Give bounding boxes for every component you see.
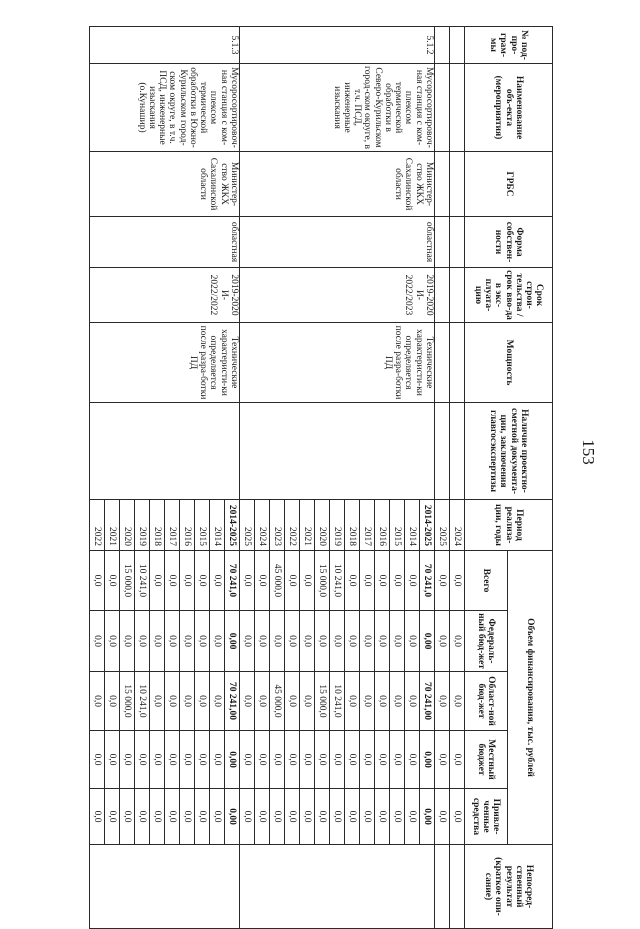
federal-cell: 0,0	[150, 611, 165, 672]
federal-cell: 0,0	[435, 611, 450, 672]
extra-cell: 0,00	[225, 789, 240, 845]
regional-cell: 0,0	[180, 672, 195, 731]
header-ownership: Форма собствен-ности	[465, 217, 553, 268]
regional-cell: 0,0	[405, 672, 420, 731]
extra-cell: 0,0	[330, 789, 345, 845]
extra-cell: 0,0	[390, 789, 405, 845]
federal-cell: 0,0	[300, 611, 315, 672]
local-cell: 0,0	[390, 731, 405, 789]
regional-cell: 0,0	[210, 672, 225, 731]
regional-cell: 0,0	[240, 672, 255, 731]
federal-cell: 0,0	[330, 611, 345, 672]
object-name: Мусоросортировоч-ная станция с ком-плексом термической обработки в Южно-Курильском город-ском округе, в т.ч. ПСД, инженерные изыскания (о.Кунашир)	[90, 64, 240, 152]
federal-cell: 0,0	[180, 611, 195, 672]
year-cell: 2017	[360, 500, 375, 551]
regional-cell: 0,0	[390, 672, 405, 731]
object-result	[240, 845, 435, 929]
regional-cell: 0,0	[300, 672, 315, 731]
extra-cell: 0,0	[300, 789, 315, 845]
federal-cell: 0,0	[255, 611, 270, 672]
table-row	[450, 27, 465, 929]
year-cell: 2019	[330, 500, 345, 551]
extra-cell: 0,0	[270, 789, 285, 845]
extra-cell: 0,0	[150, 789, 165, 845]
total-cell: 70 241,0	[225, 551, 240, 611]
extra-cell: 0,0	[165, 789, 180, 845]
year-cell: 2014	[210, 500, 225, 551]
object-result	[90, 845, 240, 929]
year-cell: 2025	[240, 500, 255, 551]
total-cell: 0,0	[405, 551, 420, 611]
federal-cell: 0,0	[390, 611, 405, 672]
local-cell: 0,0	[330, 731, 345, 789]
year-cell: 2020	[315, 500, 330, 551]
year-cell: 2015	[390, 500, 405, 551]
federal-cell: 0,0	[405, 611, 420, 672]
local-cell: 0,00	[420, 731, 435, 789]
local-cell: 0,0	[180, 731, 195, 789]
object-capacity: Технические характеристи-ки определяется после разра-ботки ПД	[90, 323, 240, 403]
local-cell: 0,0	[405, 731, 420, 789]
header-regional: Област-ной бюд-жет	[465, 672, 508, 731]
total-cell: 45 000,0	[270, 551, 285, 611]
total-cell: 0,0	[210, 551, 225, 611]
object-grbs: Министер-ство ЖКХ Сахалинской области	[90, 152, 240, 217]
regional-cell: 15 000,0	[315, 672, 330, 731]
total-cell: 15 000,0	[120, 551, 135, 611]
year-cell: 2016	[375, 500, 390, 551]
regional-cell: 0,0	[105, 672, 120, 731]
regional-cell: 70 241,00	[420, 672, 435, 731]
object-design-docs	[240, 403, 435, 500]
year-cell: 2023	[270, 500, 285, 551]
extra-cell: 0,0	[90, 789, 105, 845]
extra-cell: 0,0	[375, 789, 390, 845]
total-cell: 0,0	[450, 551, 465, 611]
local-cell: 0,0	[105, 731, 120, 789]
year-cell: 2021	[300, 500, 315, 551]
federal-cell: 0,00	[225, 611, 240, 672]
total-cell: 0,0	[195, 551, 210, 611]
federal-cell: 0,0	[345, 611, 360, 672]
extra-cell: 0,0	[255, 789, 270, 845]
federal-cell: 0,0	[165, 611, 180, 672]
total-cell: 0,0	[390, 551, 405, 611]
extra-cell: 0,0	[360, 789, 375, 845]
year-cell: 2014-2025	[225, 500, 240, 551]
total-cell: 0,0	[435, 551, 450, 611]
local-cell: 0,0	[375, 731, 390, 789]
year-cell: 2022	[90, 500, 105, 551]
total-cell: 0,0	[360, 551, 375, 611]
header-federal: Федераль-ный бюд-жет	[465, 611, 508, 672]
year-cell: 2025	[435, 500, 450, 551]
regional-cell: 0,0	[285, 672, 300, 731]
year-cell: 2019	[135, 500, 150, 551]
object-design-docs	[90, 403, 240, 500]
year-cell: 2015	[195, 500, 210, 551]
regional-cell: 0,0	[450, 672, 465, 731]
extra-cell: 0,0	[240, 789, 255, 845]
federal-cell: 0,0	[360, 611, 375, 672]
extra-cell: 0,0	[450, 789, 465, 845]
regional-cell: 0,0	[165, 672, 180, 731]
local-cell: 0,0	[240, 731, 255, 789]
year-cell: 2014	[405, 500, 420, 551]
year-cell: 2016	[180, 500, 195, 551]
financing-table-rotated	[40, 26, 553, 916]
regional-cell: 0,0	[375, 672, 390, 731]
total-cell: 0,0	[345, 551, 360, 611]
header-total: Всего	[465, 551, 508, 611]
extra-cell: 0,0	[180, 789, 195, 845]
local-cell: 0,0	[210, 731, 225, 789]
header-result: Непосред-ственный результат (краткое опи-сание)	[465, 845, 553, 929]
local-cell: 0,0	[120, 731, 135, 789]
object-name: Мусоросортировоч-ная станция с ком-плексом термической обработки в Северо-Курильском город-ском округе, в т.ч. ПСД, инженерные изыскания	[240, 64, 435, 152]
regional-cell: 45 000,0	[270, 672, 285, 731]
local-cell: 0,0	[360, 731, 375, 789]
header-design-docs: Наличие проектно-сметной документа-ции, заключения главгосэкспертизы	[465, 403, 553, 500]
object-deadline: 2019-2020 И- 2022/2023	[240, 268, 435, 323]
year-cell: 2018	[150, 500, 165, 551]
regional-cell: 10 241,0	[330, 672, 345, 731]
object-code: 5.1.2	[240, 27, 435, 64]
total-cell: 15 000,0	[315, 551, 330, 611]
local-cell: 0,0	[150, 731, 165, 789]
year-cell: 2014-2025	[420, 500, 435, 551]
federal-cell: 0,0	[120, 611, 135, 672]
local-cell: 0,0	[135, 731, 150, 789]
year-cell: 2024	[255, 500, 270, 551]
total-cell: 0,0	[150, 551, 165, 611]
year-cell: 2020	[120, 500, 135, 551]
total-cell: 0,0	[165, 551, 180, 611]
federal-cell: 0,0	[135, 611, 150, 672]
header-deadline: Срок строи-тельства / срок вво-да в экс-плуата-цию	[465, 268, 553, 323]
page-number: 153	[579, 439, 598, 465]
extra-cell: 0,0	[210, 789, 225, 845]
local-cell: 0,0	[270, 731, 285, 789]
federal-cell: 0,0	[195, 611, 210, 672]
object-ownership: областная	[240, 217, 435, 268]
header-period: Период реализа-ции, годы	[465, 500, 553, 551]
object-grbs: Министер-ство ЖКХ Сахалинской области	[240, 152, 435, 217]
local-cell: 0,0	[300, 731, 315, 789]
total-cell: 70 241,0	[420, 551, 435, 611]
local-cell: 0,0	[255, 731, 270, 789]
local-cell: 0,0	[435, 731, 450, 789]
year-cell: 2017	[165, 500, 180, 551]
header-funding-group: Объем финансирования, тыс. рублей	[508, 551, 553, 845]
object-ownership: областная	[90, 217, 240, 268]
local-cell: 0,0	[285, 731, 300, 789]
object-deadline: 2019-2020 И- 2022/2022	[90, 268, 240, 323]
local-cell: 0,0	[450, 731, 465, 789]
total-cell: 10 241,0	[330, 551, 345, 611]
total-cell: 0,0	[375, 551, 390, 611]
table-row	[435, 27, 450, 929]
year-cell: 2024	[450, 500, 465, 551]
extra-cell: 0,0	[435, 789, 450, 845]
financing-table	[89, 26, 553, 929]
local-cell: 0,0	[90, 731, 105, 789]
local-cell: 0,0	[345, 731, 360, 789]
federal-cell: 0,0	[90, 611, 105, 672]
object-total-row	[225, 27, 240, 929]
federal-cell: 0,0	[240, 611, 255, 672]
extra-cell: 0,0	[135, 789, 150, 845]
extra-cell: 0,0	[195, 789, 210, 845]
regional-cell: 0,0	[345, 672, 360, 731]
federal-cell: 0,0	[210, 611, 225, 672]
federal-cell: 0,0	[105, 611, 120, 672]
total-cell: 0,0	[300, 551, 315, 611]
federal-cell: 0,0	[285, 611, 300, 672]
object-capacity: Технические характеристи-ки определяется после разра-ботки ПД	[240, 323, 435, 403]
object-total-row	[420, 27, 435, 929]
table-body	[90, 27, 465, 929]
header-grbs: ГРБС	[465, 152, 553, 217]
total-cell: 10 241,0	[135, 551, 150, 611]
total-cell: 0,0	[90, 551, 105, 611]
regional-cell: 0,0	[360, 672, 375, 731]
header-capacity: Мощность	[465, 323, 553, 403]
object-code: 5.1.3	[90, 27, 240, 64]
total-cell: 0,0	[105, 551, 120, 611]
local-cell: 0,0	[165, 731, 180, 789]
regional-cell: 0,0	[435, 672, 450, 731]
federal-cell: 0,0	[270, 611, 285, 672]
federal-cell: 0,0	[375, 611, 390, 672]
extra-cell: 0,0	[285, 789, 300, 845]
extra-cell: 0,00	[420, 789, 435, 845]
local-cell: 0,0	[315, 731, 330, 789]
extra-cell: 0,0	[105, 789, 120, 845]
total-cell: 0,0	[180, 551, 195, 611]
local-cell: 0,0	[195, 731, 210, 789]
regional-cell: 0,0	[150, 672, 165, 731]
header-name: Наименование объ-екта (мероприятия)	[465, 64, 553, 152]
extra-cell: 0,0	[405, 789, 420, 845]
extra-cell: 0,0	[345, 789, 360, 845]
year-cell: 2018	[345, 500, 360, 551]
regional-cell: 0,0	[195, 672, 210, 731]
regional-cell: 0,0	[90, 672, 105, 731]
local-cell: 0,00	[225, 731, 240, 789]
header-num: № под-про-грам-мы	[465, 27, 553, 64]
federal-cell: 0,00	[420, 611, 435, 672]
extra-cell: 0,0	[315, 789, 330, 845]
total-cell: 0,0	[255, 551, 270, 611]
total-cell: 0,0	[240, 551, 255, 611]
regional-cell: 15 000,0	[120, 672, 135, 731]
federal-cell: 0,0	[450, 611, 465, 672]
header-extra: Привле-ченные средства	[465, 789, 508, 845]
year-cell: 2021	[105, 500, 120, 551]
regional-cell: 70 241,00	[225, 672, 240, 731]
regional-cell: 0,0	[255, 672, 270, 731]
total-cell: 0,0	[285, 551, 300, 611]
regional-cell: 10 241,0	[135, 672, 150, 731]
federal-cell: 0,0	[315, 611, 330, 672]
header-local: Местный бюджет	[465, 731, 508, 789]
extra-cell: 0,0	[120, 789, 135, 845]
year-cell: 2022	[285, 500, 300, 551]
